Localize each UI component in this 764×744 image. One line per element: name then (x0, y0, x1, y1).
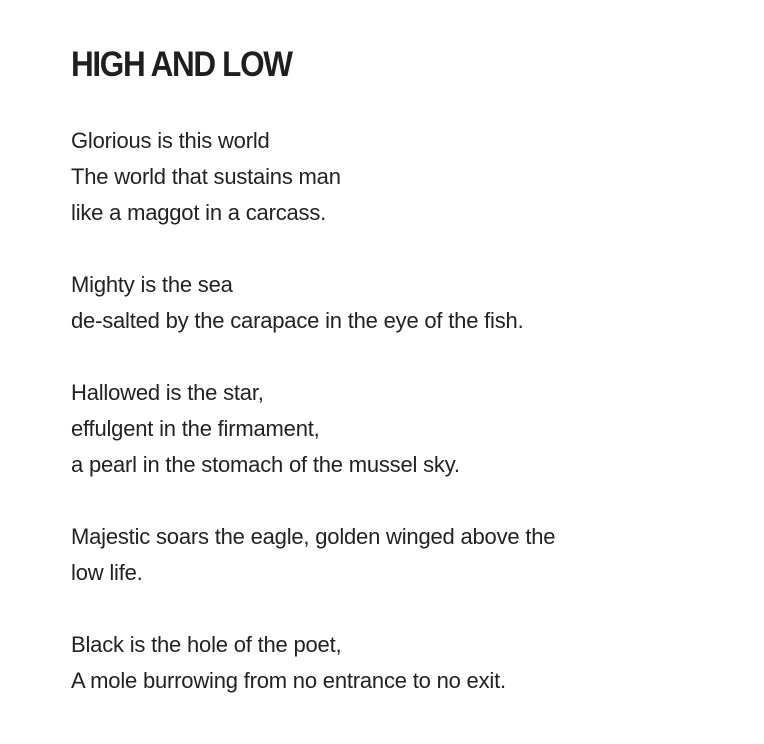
poem-line: low life. (71, 560, 143, 585)
stanza-2 (71, 267, 764, 339)
stanza-3 (71, 375, 764, 483)
poem-line: Mighty is the sea (71, 272, 233, 297)
poem-line: The world that sustains man (71, 164, 341, 189)
poem-line: Glorious is this world (71, 128, 270, 153)
poem-line: Hallowed is the star, (71, 380, 264, 405)
poem-line: like a maggot in a carcass. (71, 200, 327, 225)
poem-line: Majestic soars the eagle, golden winged above the (71, 524, 556, 549)
stanza-1 (71, 123, 764, 231)
poem-body (71, 123, 764, 699)
stanza-5 (71, 627, 764, 699)
poem-line: effulgent in the firmament, (71, 416, 320, 441)
poem-title: HIGH AND LOW (71, 45, 292, 84)
stanza-4 (71, 519, 764, 591)
poem-line: a pearl in the stomach of the mussel sky. (71, 452, 460, 477)
poem-line: de-salted by the carapace in the eye of the fish. (71, 308, 524, 333)
poem-line: Black is the hole of the poet, (71, 632, 342, 657)
poem-line: A mole burrowing from no entrance to no exit. (71, 668, 506, 693)
